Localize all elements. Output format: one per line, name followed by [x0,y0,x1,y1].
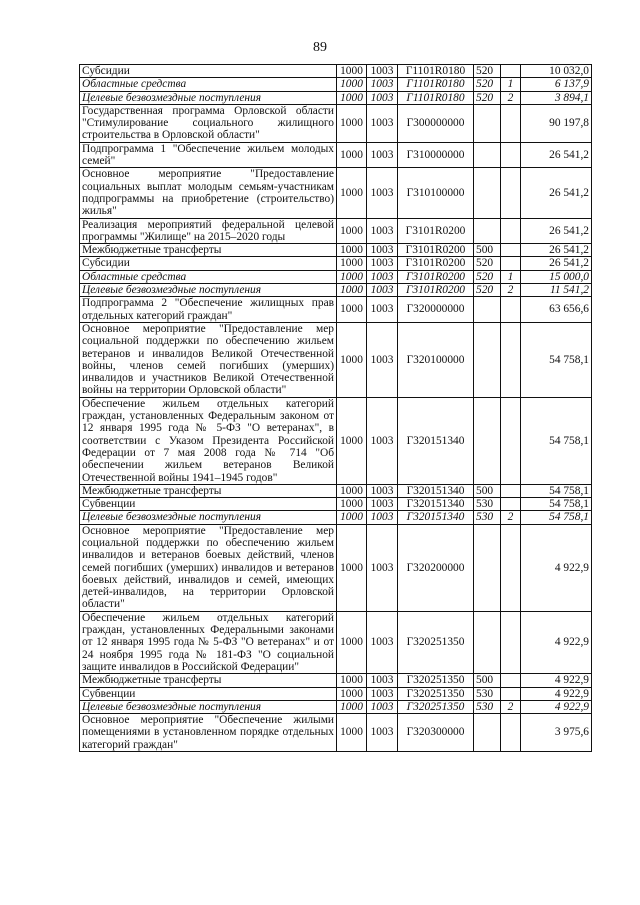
subsection-code-cell: 1003 [367,611,398,673]
funding-source-cell: 2 [501,511,521,524]
table-row [80,91,592,104]
expense-type-cell: 520 [474,284,501,297]
subsection-code-cell: 1003 [367,511,398,524]
funding-source-cell: 1 [501,78,521,91]
target-article-cell: Г3101R0200 [398,284,474,297]
row-name-cell: Областные средства [80,78,337,91]
funding-source-cell [501,218,521,244]
target-article-cell: Г320151340 [398,498,474,511]
section-code-cell: 1000 [337,511,367,524]
section-code-cell: 1000 [337,244,367,257]
target-article-cell: Г3101R0200 [398,218,474,244]
expense-type-cell [474,142,501,168]
expense-type-cell [474,297,501,323]
amount-cell: 4 922,9 [521,611,592,673]
table-row [80,257,592,270]
section-code-cell: 1000 [337,257,367,270]
target-article-cell: Г320251350 [398,611,474,673]
row-name-cell: Субвенции [80,498,337,511]
expense-type-cell [474,322,501,397]
subsection-code-cell: 1003 [367,700,398,713]
funding-source-cell [501,244,521,257]
expense-type-cell [474,168,501,218]
target-article-cell: Г320300000 [398,714,474,752]
amount-cell: 54 758,1 [521,498,592,511]
row-name-cell: Межбюджетные трансферты [80,484,337,497]
table-row [80,524,592,611]
expense-type-cell [474,611,501,673]
page-number: 89 [313,40,327,55]
amount-cell: 26 541,2 [521,257,592,270]
expense-type-cell: 520 [474,91,501,104]
section-code-cell: 1000 [337,218,367,244]
table-row [80,104,592,142]
amount-cell: 90 197,8 [521,104,592,142]
table-row [80,674,592,687]
target-article-cell: Г1101R0180 [398,91,474,104]
amount-cell: 63 656,6 [521,297,592,323]
table-row [80,142,592,168]
target-article-cell: Г300000000 [398,104,474,142]
expense-type-cell: 520 [474,270,501,283]
section-code-cell: 1000 [337,687,367,700]
expense-type-cell [474,218,501,244]
row-name-cell: Подпрограмма 2 "Обеспечение жилищных прав отдельных категорий граждан" [80,297,337,323]
amount-cell: 3 975,6 [521,714,592,752]
table-row [80,78,592,91]
row-name-cell: Основное мероприятие "Обеспечение жилыми помещениями в установленном порядке отдельных категорий граждан" [80,714,337,752]
expense-type-cell: 530 [474,511,501,524]
table-row [80,611,592,673]
amount-cell: 54 758,1 [521,397,592,484]
expense-type-cell: 500 [474,674,501,687]
table-row [80,270,592,283]
row-name-cell: Основное мероприятие "Предоставление мер социальной поддержки по обеспечению жильем ветеранов и инвалидов Великой Отечественной войны, членов семей погибших (умерших) инвалидов и участников Великой Отечественной войны на территории Орловской области" [80,322,337,397]
section-code-cell: 1000 [337,397,367,484]
funding-source-cell: 1 [501,270,521,283]
table-row [80,322,592,397]
table-row [80,498,592,511]
table-row [80,714,592,752]
expense-type-cell [474,714,501,752]
subsection-code-cell: 1003 [367,524,398,611]
row-name-cell: Субсидии [80,257,337,270]
funding-source-cell: 2 [501,700,521,713]
expense-type-cell: 520 [474,78,501,91]
section-code-cell: 1000 [337,498,367,511]
funding-source-cell [501,322,521,397]
row-name-cell: Обеспечение жильем отдельных категорий граждан, установленных Федеральными законами от 12 января 1995 года № 5-ФЗ "О ветеранах" и от 24 ноября 1995 года № 181-ФЗ "О социальной защите инвалидов в Российской Федерации" [80,611,337,673]
funding-source-cell [501,397,521,484]
funding-source-cell [501,714,521,752]
subsection-code-cell: 1003 [367,498,398,511]
funding-source-cell [501,498,521,511]
amount-cell: 54 758,1 [521,511,592,524]
target-article-cell: Г320151340 [398,397,474,484]
table-row [80,511,592,524]
subsection-code-cell: 1003 [367,714,398,752]
expense-type-cell [474,397,501,484]
funding-source-cell [501,257,521,270]
amount-cell: 10 032,0 [521,65,592,78]
funding-source-cell [501,297,521,323]
expense-type-cell: 520 [474,65,501,78]
subsection-code-cell: 1003 [367,78,398,91]
amount-cell: 15 000,0 [521,270,592,283]
amount-cell: 26 541,2 [521,142,592,168]
target-article-cell: Г3101R0200 [398,244,474,257]
table-row [80,687,592,700]
row-name-cell: Межбюджетные трансферты [80,244,337,257]
funding-source-cell [501,611,521,673]
subsection-code-cell: 1003 [367,142,398,168]
funding-source-cell [501,104,521,142]
table-row [80,65,592,78]
section-code-cell: 1000 [337,284,367,297]
target-article-cell: Г1101R0180 [398,65,474,78]
amount-cell: 6 137,9 [521,78,592,91]
subsection-code-cell: 1003 [367,168,398,218]
subsection-code-cell: 1003 [367,397,398,484]
amount-cell: 54 758,1 [521,322,592,397]
row-name-cell: Субвенции [80,687,337,700]
table-row [80,700,592,713]
subsection-code-cell: 1003 [367,270,398,283]
row-name-cell: Целевые безвозмездные поступления [80,91,337,104]
table-row [80,244,592,257]
row-name-cell: Субсидии [80,65,337,78]
expense-type-cell: 520 [474,257,501,270]
row-name-cell: Целевые безвозмездные поступления [80,700,337,713]
amount-cell: 54 758,1 [521,484,592,497]
target-article-cell: Г320200000 [398,524,474,611]
subsection-code-cell: 1003 [367,687,398,700]
section-code-cell: 1000 [337,322,367,397]
target-article-cell: Г320151340 [398,511,474,524]
row-name-cell: Обеспечение жильем отдельных категорий граждан, установленных Федеральным законом от 12 января 1995 года № 5-ФЗ "О ветеранах", в соответствии с Указом Президента Российской Федерации от 7 мая 2008 года № 714 "Об обеспечении жильем ветеранов Великой Отечественной войны 1941–1945 годов" [80,397,337,484]
subsection-code-cell: 1003 [367,297,398,323]
funding-source-cell: 2 [501,284,521,297]
section-code-cell: 1000 [337,674,367,687]
funding-source-cell [501,65,521,78]
row-name-cell: Целевые безвозмездные поступления [80,511,337,524]
section-code-cell: 1000 [337,714,367,752]
section-code-cell: 1000 [337,297,367,323]
budget-table-body [80,65,592,752]
table-row [80,484,592,497]
amount-cell: 26 541,2 [521,218,592,244]
row-name-cell: Реализация мероприятий федеральной целевой программы "Жилище" на 2015–2020 годы [80,218,337,244]
section-code-cell: 1000 [337,142,367,168]
subsection-code-cell: 1003 [367,674,398,687]
funding-source-cell [501,674,521,687]
subsection-code-cell: 1003 [367,104,398,142]
expense-type-cell: 530 [474,700,501,713]
section-code-cell: 1000 [337,270,367,283]
target-article-cell: Г3101R0200 [398,270,474,283]
row-name-cell: Межбюджетные трансферты [80,674,337,687]
section-code-cell: 1000 [337,484,367,497]
budget-table [79,64,592,752]
expense-type-cell: 530 [474,687,501,700]
target-article-cell: Г320151340 [398,484,474,497]
subsection-code-cell: 1003 [367,284,398,297]
amount-cell: 26 541,2 [521,244,592,257]
section-code-cell: 1000 [337,104,367,142]
amount-cell: 4 922,9 [521,674,592,687]
amount-cell: 4 922,9 [521,687,592,700]
subsection-code-cell: 1003 [367,322,398,397]
table-row [80,397,592,484]
section-code-cell: 1000 [337,524,367,611]
subsection-code-cell: 1003 [367,484,398,497]
target-article-cell: Г310100000 [398,168,474,218]
subsection-code-cell: 1003 [367,244,398,257]
table-row [80,284,592,297]
row-name-cell: Областные средства [80,270,337,283]
section-code-cell: 1000 [337,78,367,91]
section-code-cell: 1000 [337,65,367,78]
target-article-cell: Г320100000 [398,322,474,397]
expense-type-cell: 500 [474,244,501,257]
target-article-cell: Г320000000 [398,297,474,323]
row-name-cell: Основное мероприятие "Предоставление мер социальной поддержки по обеспечению жильем инвалидов и ветеранов боевых действий, членов семей погибших (умерших) инвалидов и ветеранов боевых действий, инвалидов и семей, имеющих детей-инвалидов, на территории Орловской области" [80,524,337,611]
table-row [80,218,592,244]
table-row [80,168,592,218]
amount-cell: 3 894,1 [521,91,592,104]
amount-cell: 4 922,9 [521,524,592,611]
expense-type-cell [474,104,501,142]
target-article-cell: Г320251350 [398,687,474,700]
funding-source-cell: 2 [501,91,521,104]
amount-cell: 11 541,2 [521,284,592,297]
row-name-cell: Основное мероприятие "Предоставление социальных выплат молодым семьям-участникам подпрограммы на приобретение (строительство) жилья" [80,168,337,218]
expense-type-cell [474,524,501,611]
funding-source-cell [501,687,521,700]
funding-source-cell [501,142,521,168]
section-code-cell: 1000 [337,611,367,673]
target-article-cell: Г320251350 [398,700,474,713]
funding-source-cell [501,168,521,218]
target-article-cell: Г320251350 [398,674,474,687]
expense-type-cell: 500 [474,484,501,497]
subsection-code-cell: 1003 [367,218,398,244]
section-code-cell: 1000 [337,700,367,713]
subsection-code-cell: 1003 [367,91,398,104]
subsection-code-cell: 1003 [367,65,398,78]
target-article-cell: Г1101R0180 [398,78,474,91]
amount-cell: 26 541,2 [521,168,592,218]
target-article-cell: Г3101R0200 [398,257,474,270]
amount-cell: 4 922,9 [521,700,592,713]
row-name-cell: Подпрограмма 1 "Обеспечение жильем молодых семей" [80,142,337,168]
funding-source-cell [501,484,521,497]
section-code-cell: 1000 [337,168,367,218]
table-row [80,297,592,323]
funding-source-cell [501,524,521,611]
section-code-cell: 1000 [337,91,367,104]
row-name-cell: Государственная программа Орловской области "Стимулирование социального жилищного строительства в Орловской области" [80,104,337,142]
expense-type-cell: 530 [474,498,501,511]
subsection-code-cell: 1003 [367,257,398,270]
row-name-cell: Целевые безвозмездные поступления [80,284,337,297]
target-article-cell: Г310000000 [398,142,474,168]
